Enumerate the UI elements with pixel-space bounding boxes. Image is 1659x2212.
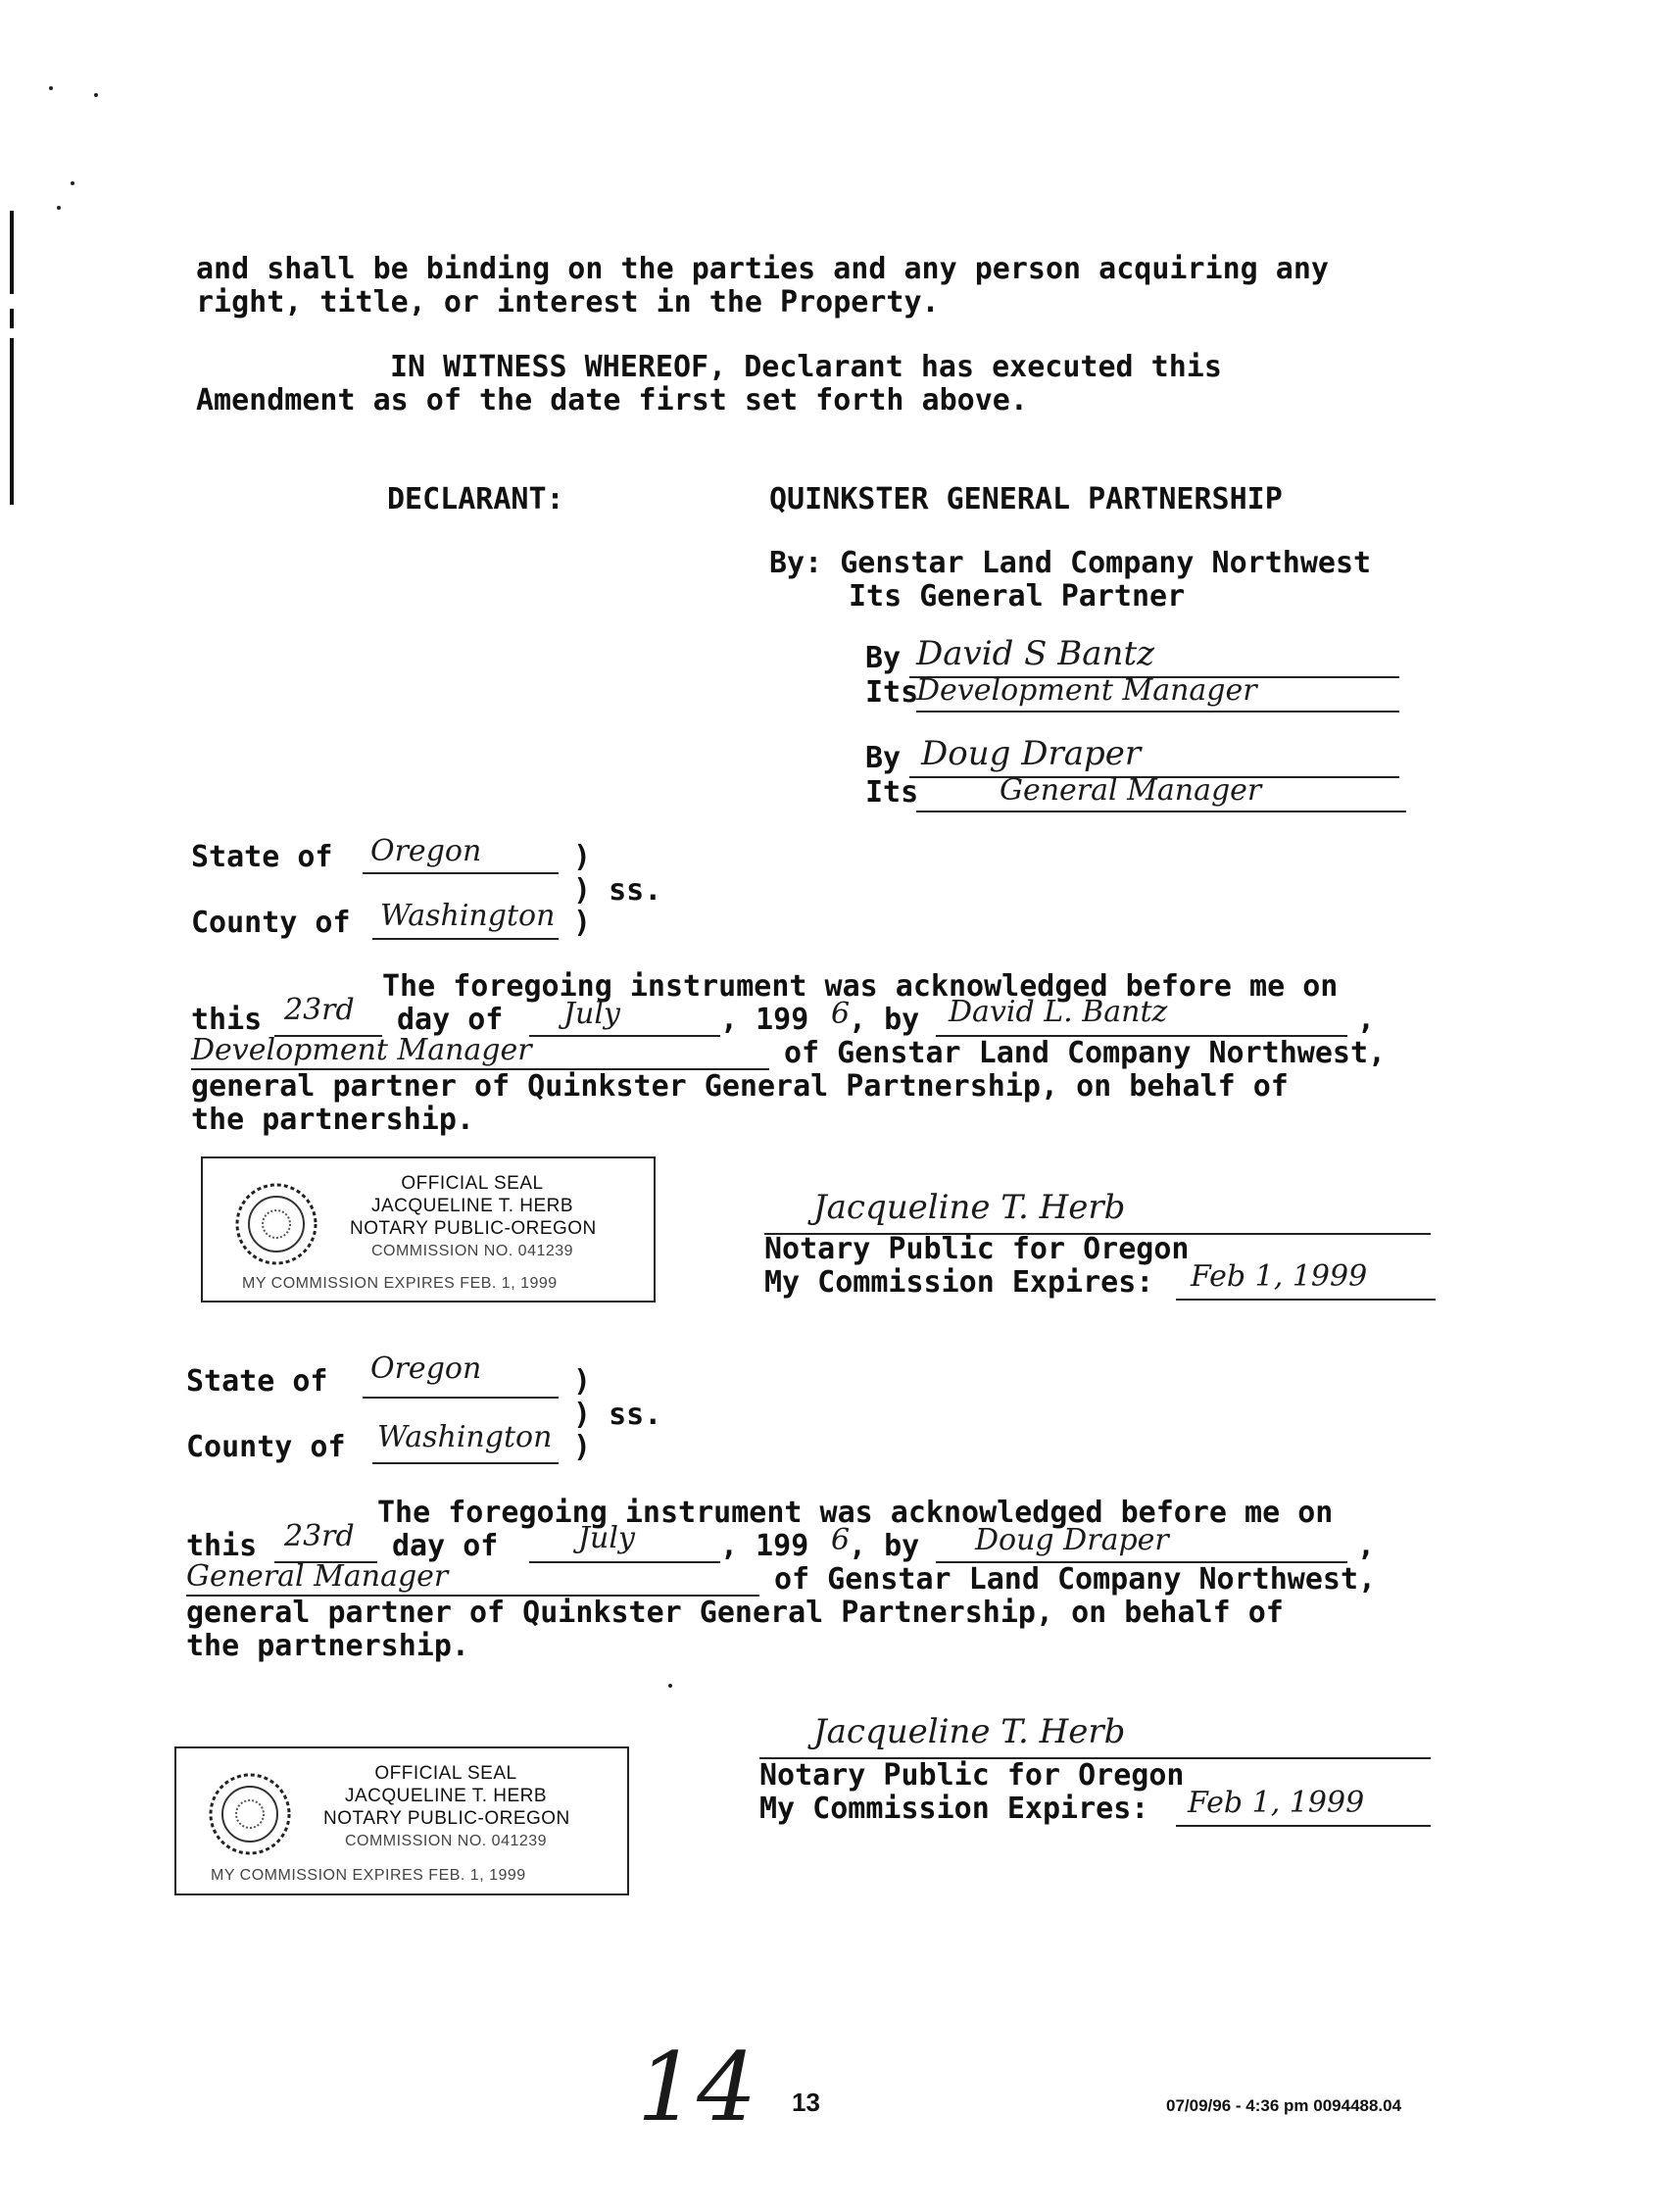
its-label-2: Its [865, 775, 919, 810]
comma: , [1357, 1529, 1376, 1563]
ack-line-5: the partnership. [186, 1629, 469, 1663]
month-underline [529, 1561, 720, 1563]
signer1-title: Development Manager [916, 673, 1257, 708]
ack-day: 23rd [284, 993, 355, 1027]
its-general-partner: Its General Partner [849, 579, 1186, 614]
ack-line-1: The foregoing instrument was acknowledged before me on [382, 969, 1339, 1004]
scan-edge-mark [10, 309, 14, 328]
page-number: 13 [792, 2088, 820, 2117]
notary-signature: Jacqueline T. Herb [813, 1188, 1126, 1227]
scan-speck [71, 181, 74, 185]
its-label-1: Its [865, 675, 919, 710]
expires-label: My Commission Expires: [759, 1792, 1149, 1826]
ack-by: , by [849, 1529, 920, 1563]
expires-underline [1176, 1299, 1436, 1301]
ack-day-of: day of [397, 1003, 504, 1037]
ack-month: July [578, 1521, 635, 1555]
paren: ) [573, 906, 592, 940]
paren: ) [573, 840, 592, 874]
county-value: Washington [380, 899, 556, 933]
ack-year-prefix: , 199 [720, 1003, 809, 1037]
notary-signature: Jacqueline T. Herb [813, 1712, 1126, 1751]
seal-name: JACQUELINE T. HERB [344, 1786, 548, 1806]
by-label-1: By [865, 641, 902, 675]
seal-title: OFFICIAL SEAL [401, 1173, 544, 1194]
seal-commission: COMMISSION NO. 041239 [370, 1243, 574, 1259]
ack-year-prefix: , 199 [720, 1529, 809, 1563]
ack-of-company: of Genstar Land Company Northwest, [774, 1562, 1377, 1597]
expires-label: My Commission Expires: [764, 1265, 1154, 1300]
state-value: Oregon [370, 1352, 482, 1386]
signature-line [916, 811, 1406, 812]
state-underline [363, 1397, 559, 1399]
state-underline [363, 872, 559, 874]
scan-edge-mark [10, 211, 14, 294]
scan-edge-mark [10, 338, 14, 505]
ack-line-4: general partner of Quinkster General Partnership, on behalf of [186, 1596, 1284, 1630]
scan-speck [668, 1684, 672, 1688]
seal-name: JACQUELINE T. HERB [370, 1196, 574, 1216]
ack-name: David L. Bantz [949, 995, 1168, 1029]
ack-line-5: the partnership. [191, 1103, 474, 1137]
notary-public-line: Notary Public for Oregon [764, 1232, 1190, 1266]
county-underline [372, 938, 559, 940]
notary-public-line: Notary Public for Oregon [759, 1758, 1185, 1793]
ack-by: , by [849, 1003, 920, 1037]
expires-value: Feb 1, 1999 [1191, 1259, 1368, 1294]
ss-label: ) ss. [573, 873, 662, 908]
county-value: Washington [377, 1420, 553, 1454]
handwritten-page-number: 14 [637, 2033, 757, 2142]
ack-day: 23rd [284, 1519, 355, 1553]
seal-notary: NOTARY PUBLIC-OREGON [350, 1218, 597, 1239]
county-label: County of [186, 1430, 346, 1464]
ack-year-digit: 6 [831, 997, 851, 1031]
ack-this: this [186, 1529, 258, 1563]
state-value: Oregon [370, 834, 482, 868]
ss-label: ) ss. [573, 1398, 662, 1432]
county-underline [372, 1462, 559, 1464]
signer2-title: General Manager [1000, 773, 1262, 808]
signer1-signature: David S Bantz [916, 634, 1155, 673]
signer2-signature: Doug Draper [921, 734, 1142, 773]
doc-stamp: 07/09/96 - 4:36 pm 0094488.04 [1166, 2096, 1402, 2115]
seal-title: OFFICIAL SEAL [374, 1763, 517, 1784]
ack-line-1: The foregoing instrument was acknowledged before me on [377, 1496, 1334, 1530]
ack-this: this [191, 1003, 263, 1037]
seal-commission: COMMISSION NO. 041239 [344, 1833, 548, 1849]
paren: ) [573, 1364, 592, 1399]
expires-underline [1176, 1825, 1431, 1827]
state-label: State of [191, 840, 333, 874]
by-genstar: By: Genstar Land Company Northwest [769, 546, 1372, 580]
state-seal-emblem [232, 1180, 320, 1268]
seal-expires: MY COMMISSION EXPIRES FEB. 1, 1999 [242, 1275, 558, 1292]
scan-speck [57, 206, 61, 210]
expires-value: Feb 1, 1999 [1188, 1786, 1365, 1820]
paren: ) [573, 1430, 592, 1464]
body-line-1: and shall be binding on the parties and any person acquiring any [196, 252, 1329, 286]
month-underline [529, 1035, 720, 1037]
body-line-2: right, title, or interest in the Property. [196, 285, 940, 320]
state-seal-emblem [206, 1770, 294, 1858]
scan-speck [49, 86, 53, 90]
party-name: QUINKSTER GENERAL PARTNERSHIP [769, 482, 1283, 516]
ack-year-digit: 6 [831, 1523, 851, 1557]
by-label-2: By [865, 741, 902, 775]
ack-line-4: general partner of Quinkster General Partnership, on behalf of [191, 1069, 1289, 1104]
witness-line-1: IN WITNESS WHEREOF, Declarant has executed this [390, 350, 1222, 384]
scan-speck [94, 93, 98, 97]
seal-expires: MY COMMISSION EXPIRES FEB. 1, 1999 [211, 1867, 526, 1884]
notary-seal [201, 1156, 656, 1303]
witness-line-2: Amendment as of the date first set forth above. [196, 383, 1028, 418]
ack-title: General Manager [186, 1559, 449, 1594]
seal-notary: NOTARY PUBLIC-OREGON [323, 1808, 570, 1829]
ack-month: July [563, 997, 620, 1031]
declarant-label: DECLARANT: [387, 482, 564, 516]
signature-line [916, 711, 1399, 713]
comma: , [1357, 1003, 1376, 1037]
ack-of-company: of Genstar Land Company Northwest, [784, 1036, 1387, 1070]
ack-title: Development Manager [191, 1033, 532, 1067]
county-label: County of [191, 906, 351, 940]
ack-day-of: day of [392, 1529, 499, 1563]
ack-name: Doug Draper [975, 1523, 1169, 1557]
state-label: State of [186, 1364, 328, 1399]
notary-seal [174, 1746, 629, 1895]
